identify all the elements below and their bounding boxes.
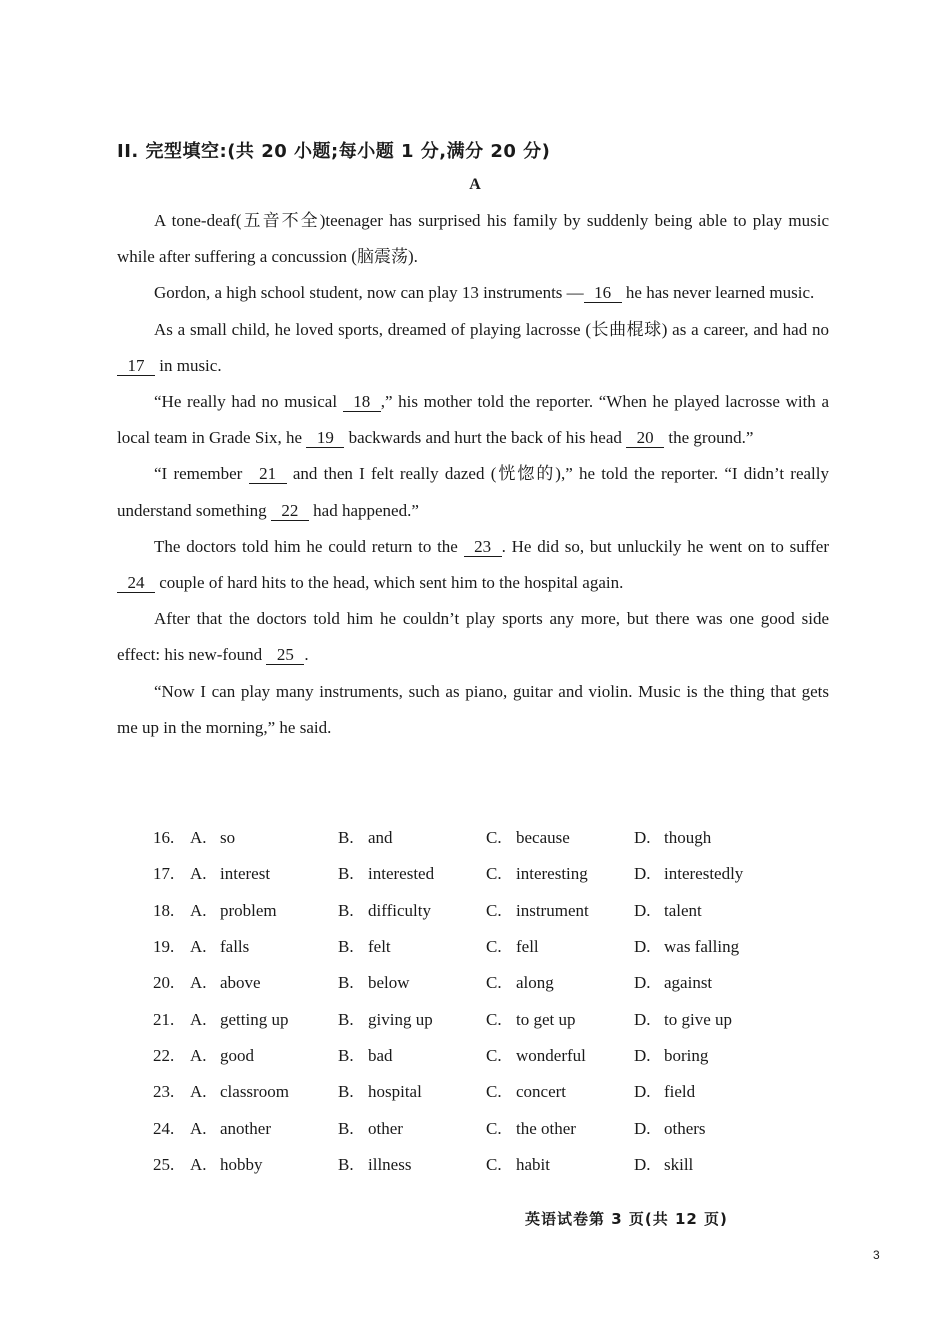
- question-number: 22.: [153, 1045, 175, 1065]
- answer-options: [153, 820, 794, 1183]
- option-letter: C.: [486, 1009, 502, 1029]
- option-choice: [486, 828, 634, 848]
- passage-paragraph: [117, 203, 829, 275]
- question-row: [153, 893, 794, 929]
- option-text: another: [220, 1118, 271, 1138]
- question-number: 21.: [153, 1009, 175, 1029]
- option-text: concert: [516, 1082, 567, 1102]
- option-letter: A.: [190, 1118, 207, 1138]
- option-text: though: [664, 828, 712, 848]
- cloze-blank: 24: [117, 574, 155, 593]
- option-text: illness: [368, 1154, 412, 1174]
- cloze-blank: 21: [249, 465, 287, 484]
- option-letter: C.: [486, 1154, 502, 1174]
- option-choice: [634, 828, 794, 848]
- passage-text: As a small child, he loved sports, dreamed of playing lacrosse (长曲棍球) as a career, and had no: [154, 319, 829, 339]
- passage-text: had happened.”: [308, 500, 419, 520]
- option-letter: D.: [634, 828, 651, 848]
- question-row: [153, 1147, 794, 1183]
- option-text: others: [664, 1118, 706, 1138]
- option-letter: A.: [190, 828, 207, 848]
- option-letter: A.: [190, 1045, 207, 1065]
- question-number: 25.: [153, 1154, 175, 1174]
- option-text: felt: [368, 937, 391, 957]
- option-letter: A.: [190, 1009, 207, 1029]
- option-choice: [486, 1155, 634, 1175]
- option-text: so: [220, 828, 236, 848]
- option-choice: [338, 973, 486, 993]
- option-choice: [190, 1046, 338, 1066]
- option-letter: C.: [486, 828, 502, 848]
- option-letter: D.: [634, 1009, 651, 1029]
- option-choice: [634, 1119, 794, 1139]
- option-text: interested: [368, 864, 435, 884]
- option-letter: D.: [634, 937, 651, 957]
- passage-text: backwards and hurt the back of his head: [344, 428, 627, 448]
- passage-paragraph: [117, 601, 829, 673]
- option-choice: [486, 1046, 634, 1066]
- question-number: 23.: [153, 1082, 175, 1102]
- option-choice: [634, 901, 794, 921]
- option-text: field: [664, 1082, 696, 1102]
- question-row: [153, 1001, 794, 1037]
- option-text: and: [368, 828, 393, 848]
- option-letter: C.: [486, 900, 502, 920]
- passage-text: the ground.”: [664, 428, 754, 448]
- option-text: difficulty: [368, 900, 431, 920]
- option-letter: A.: [190, 1154, 207, 1174]
- cloze-blank: 20: [626, 429, 664, 448]
- cloze-blank: 23: [464, 538, 502, 557]
- option-choice: [338, 1010, 486, 1030]
- passage-text: Gordon, a high school student, now can play 13 instruments —: [154, 283, 584, 303]
- option-letter: A.: [190, 937, 207, 957]
- question-row: [153, 1074, 794, 1110]
- passage-text: he has never learned music.: [621, 283, 815, 303]
- option-text: the other: [516, 1118, 576, 1138]
- option-letter: B.: [338, 1009, 354, 1029]
- option-text: hospital: [368, 1082, 422, 1102]
- option-choice: [338, 937, 486, 957]
- option-text: habit: [516, 1154, 550, 1174]
- option-text: talent: [664, 900, 702, 920]
- option-text: classroom: [220, 1082, 289, 1102]
- option-choice: [338, 1119, 486, 1139]
- cloze-blank: 16: [584, 284, 622, 303]
- option-text: above: [220, 973, 261, 993]
- option-letter: B.: [338, 1118, 354, 1138]
- passage-text: couple of hard hits to the head, which sent him to the hospital again.: [155, 573, 624, 593]
- option-choice: [634, 1010, 794, 1030]
- option-text: to get up: [516, 1009, 576, 1029]
- cloze-blank: 25: [266, 646, 304, 665]
- section-title: II. 完型填空:(共 20 小题;每小题 1 分,满分 20 分): [117, 141, 551, 162]
- option-text: instrument: [516, 900, 589, 920]
- passage-paragraph: [117, 456, 829, 528]
- passage-text: .: [304, 645, 309, 665]
- option-letter: D.: [634, 900, 651, 920]
- passage-paragraph: [117, 384, 829, 456]
- cloze-blank: 17: [117, 357, 155, 376]
- cloze-passage: [117, 203, 829, 746]
- option-choice: [486, 864, 634, 884]
- passage-text: and then I felt really dazed (恍惚的),” he told the reporter. “I didn’t really understand something: [117, 464, 829, 520]
- option-letter: C.: [486, 1082, 502, 1102]
- option-letter: B.: [338, 973, 354, 993]
- option-letter: B.: [338, 1154, 354, 1174]
- option-text: wonderful: [516, 1045, 586, 1065]
- option-text: other: [368, 1118, 403, 1138]
- question-row: [153, 856, 794, 892]
- passage-text: in music.: [155, 355, 222, 375]
- option-choice: [486, 901, 634, 921]
- option-text: interestedly: [664, 864, 744, 884]
- question-row: [153, 1110, 794, 1146]
- option-choice: [634, 864, 794, 884]
- cloze-blank: 22: [271, 502, 309, 521]
- option-choice: [634, 937, 794, 957]
- option-choice: [190, 937, 338, 957]
- option-letter: C.: [486, 1045, 502, 1065]
- option-text: hobby: [220, 1154, 263, 1174]
- passage-paragraph: [117, 674, 829, 746]
- option-choice: [190, 901, 338, 921]
- question-number: 17.: [153, 864, 175, 884]
- passage-text: “He really had no musical: [154, 392, 343, 412]
- passage-text: “I remember: [154, 464, 249, 484]
- option-choice: [486, 1119, 634, 1139]
- option-text: to give up: [664, 1009, 732, 1029]
- option-letter: B.: [338, 900, 354, 920]
- question-number: 16.: [153, 828, 175, 848]
- option-choice: [338, 1046, 486, 1066]
- option-letter: D.: [634, 1118, 651, 1138]
- option-letter: B.: [338, 828, 354, 848]
- option-choice: [190, 864, 338, 884]
- option-text: good: [220, 1045, 254, 1065]
- part-label: A: [469, 176, 481, 193]
- option-choice: [634, 1082, 794, 1102]
- option-choice: [486, 1082, 634, 1102]
- option-choice: [338, 901, 486, 921]
- option-text: giving up: [368, 1009, 433, 1029]
- option-choice: [634, 1155, 794, 1175]
- option-choice: [190, 828, 338, 848]
- option-letter: A.: [190, 900, 207, 920]
- option-text: because: [516, 828, 570, 848]
- option-letter: D.: [634, 864, 651, 884]
- question-row: [153, 1038, 794, 1074]
- option-choice: [338, 828, 486, 848]
- option-letter: C.: [486, 1118, 502, 1138]
- option-letter: D.: [634, 973, 651, 993]
- option-letter: A.: [190, 973, 207, 993]
- cloze-blank: 19: [306, 429, 344, 448]
- option-letter: B.: [338, 1045, 354, 1065]
- option-text: below: [368, 973, 410, 993]
- passage-text: “Now I can play many instruments, such as piano, guitar and violin. Music is the thing that gets me up in the morning,” he said.: [117, 681, 829, 737]
- question-row: [153, 965, 794, 1001]
- option-choice: [190, 1155, 338, 1175]
- question-number: 18.: [153, 900, 175, 920]
- option-choice: [190, 1082, 338, 1102]
- option-choice: [338, 864, 486, 884]
- question-row: [153, 929, 794, 965]
- option-choice: [634, 973, 794, 993]
- option-choice: [190, 1010, 338, 1030]
- option-choice: [338, 1155, 486, 1175]
- passage-text: After that the doctors told him he couldn’t play sports any more, but there was one good side effect: his new-found: [117, 609, 829, 665]
- option-text: against: [664, 973, 713, 993]
- question-number: 24.: [153, 1118, 175, 1138]
- option-letter: C.: [486, 864, 502, 884]
- page-number: 3: [873, 1248, 880, 1262]
- option-letter: A.: [190, 1082, 207, 1102]
- passage-text: . He did so, but unluckily he went on to suffer: [501, 536, 829, 556]
- passage-text: A tone-deaf(五音不全)teenager has surprised his family by suddenly being able to play music while after suffering a concussion (脑震荡).: [117, 211, 829, 267]
- passage-paragraph: [117, 275, 829, 311]
- cloze-blank: 18: [343, 393, 381, 412]
- question-number: 19.: [153, 937, 175, 957]
- option-text: interest: [220, 864, 271, 884]
- option-text: interesting: [516, 864, 588, 884]
- option-letter: B.: [338, 937, 354, 957]
- option-letter: D.: [634, 1082, 651, 1102]
- option-text: problem: [220, 900, 277, 920]
- option-letter: B.: [338, 1082, 354, 1102]
- option-text: boring: [664, 1045, 709, 1065]
- option-letter: D.: [634, 1154, 651, 1174]
- option-letter: A.: [190, 864, 207, 884]
- option-text: fell: [516, 937, 539, 957]
- option-choice: [486, 1010, 634, 1030]
- option-choice: [486, 973, 634, 993]
- option-choice: [190, 1119, 338, 1139]
- passage-paragraph: [117, 529, 829, 601]
- option-choice: [486, 937, 634, 957]
- passage-paragraph: [117, 312, 829, 384]
- option-text: getting up: [220, 1009, 289, 1029]
- option-choice: [338, 1082, 486, 1102]
- option-letter: D.: [634, 1045, 651, 1065]
- option-text: was falling: [664, 937, 740, 957]
- question-row: [153, 820, 794, 856]
- option-choice: [190, 973, 338, 993]
- option-letter: B.: [338, 864, 354, 884]
- option-choice: [634, 1046, 794, 1066]
- option-text: skill: [664, 1154, 694, 1174]
- option-letter: C.: [486, 973, 502, 993]
- page-footer: 英语试卷第 3 页(共 12 页): [525, 1210, 728, 1228]
- passage-text: The doctors told him he could return to the: [154, 536, 464, 556]
- option-letter: C.: [486, 937, 502, 957]
- question-number: 20.: [153, 973, 175, 993]
- option-text: falls: [220, 937, 250, 957]
- passage-text: ,” his mother told the reporter. “When he played lacrosse with a local team in Grade Six, he: [117, 392, 829, 448]
- option-text: along: [516, 973, 554, 993]
- option-text: bad: [368, 1045, 393, 1065]
